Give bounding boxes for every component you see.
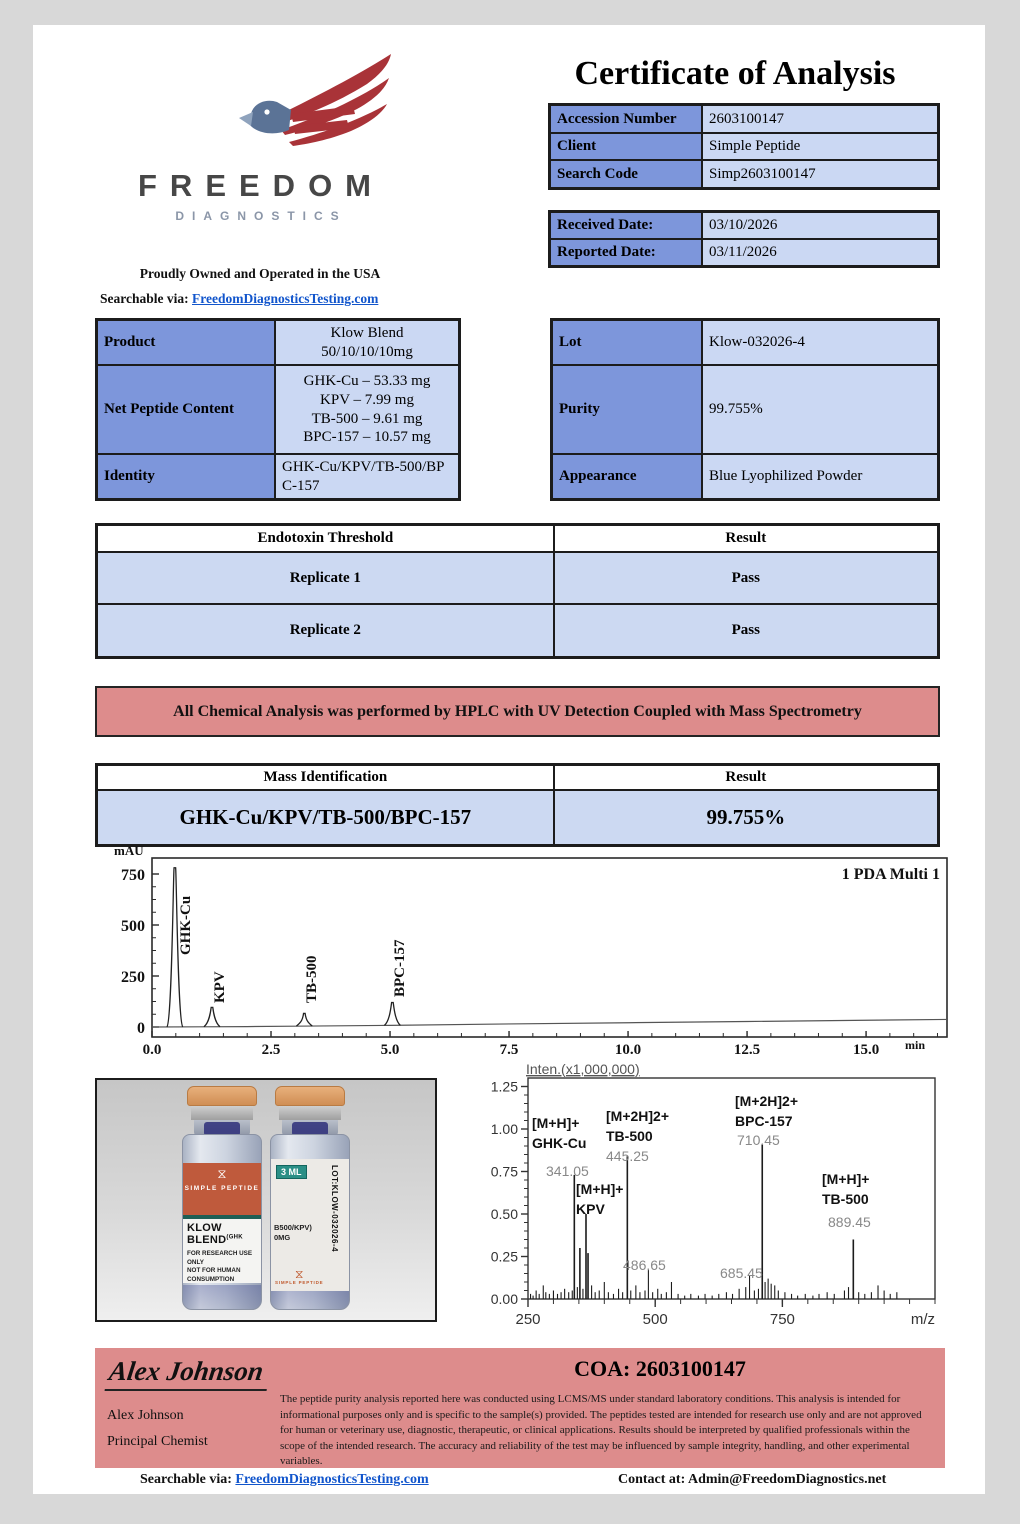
svg-text:250: 250	[515, 1311, 541, 1328]
svg-text:1 PDA Multi 1: 1 PDA Multi 1	[841, 866, 940, 883]
svg-text:GHK-Cu: GHK-Cu	[532, 1135, 587, 1151]
header-searchable-line	[100, 291, 378, 307]
logo-tagline: Proudly Owned and Operated in the USA	[139, 266, 381, 281]
endotoxin-table	[95, 523, 940, 659]
vial-cap	[275, 1086, 345, 1106]
received-date-label: Received Date:	[550, 212, 702, 239]
identity-label: Identity	[97, 454, 275, 499]
endotoxin-header-result: Result	[554, 525, 938, 552]
client-label: Client	[550, 133, 702, 160]
searchable-link[interactable]: FreedomDiagnosticsTesting.com	[192, 291, 379, 306]
search-code-label: Search Code	[550, 160, 702, 188]
lot-value: Klow-032026-4	[702, 320, 938, 365]
replicate-1-label: Replicate 1	[97, 552, 554, 604]
svg-text:mAU: mAU	[114, 845, 144, 858]
svg-text:2.5: 2.5	[261, 1042, 281, 1058]
svg-text:15.0: 15.0	[852, 1042, 880, 1058]
svg-text:445.25: 445.25	[606, 1148, 649, 1164]
purity-label: Purity	[552, 365, 702, 454]
svg-text:TB-500: TB-500	[304, 955, 320, 1003]
svg-text:TB-500: TB-500	[606, 1128, 653, 1144]
svg-text:TB-500: TB-500	[822, 1191, 869, 1207]
vial-back-label: 3 ML LOT:KLOW-032026-4 B500/KPV) 0MG ⧖ SIMPLE PEPTIDE	[271, 1159, 349, 1291]
mass-id-compound: GHK-Cu/KPV/TB-500/BPC-157	[97, 790, 554, 845]
freedom-diagnostics-logo-eagle-icon	[195, 52, 405, 174]
page-title: Certificate of Analysis	[574, 55, 896, 92]
vial-cap	[187, 1086, 257, 1106]
svg-text:Inten.(x1,000,000): Inten.(x1,000,000)	[526, 1064, 640, 1077]
svg-text:[M+H]+: [M+H]+	[576, 1181, 624, 1197]
reported-date-value: 03/11/2026	[702, 239, 938, 266]
svg-text:KPV: KPV	[576, 1201, 605, 1217]
svg-text:250: 250	[121, 969, 145, 986]
svg-text:0.0: 0.0	[142, 1042, 162, 1058]
mass-identification-table	[95, 763, 940, 847]
lot-number-vertical: LOT:KLOW-032026-4	[330, 1165, 339, 1253]
chemist-name: Alex Johnson	[107, 1408, 184, 1423]
vial-back	[262, 1086, 358, 1314]
svg-text:12.5: 12.5	[733, 1042, 761, 1058]
svg-text:1.25: 1.25	[490, 1078, 518, 1095]
product-vial-photo	[95, 1078, 437, 1322]
accession-info-table	[548, 103, 940, 190]
vial-front-label: ⧖ SIMPLE PEPTIDE KLOW $BLEND^{(GHK}$ FOR RESEARCH USE ONLY NOT FOR HUMAN CONSUMPTION	[183, 1163, 261, 1287]
footer-searchable-line: Searchable via: FreedomDiagnosticsTesting.com	[140, 1472, 429, 1487]
disclaimer-text: The peptide purity analysis reported here was conducted using LCMS/MS under standard laboratory conditions. This analysis is intended for informational purposes only and is specific to the sample(s) provided. The peptides tested are intended for research use only and are not approved for human or veterinary use, diagnostic, therapeutic, or clinical applications. Results should be interpreted by qualified professionals within the scope of the intended research. The accuracy and reliability of the test may be influenced by sample integrity, handling, and other experimental variables.	[280, 1393, 922, 1468]
dates-table	[548, 210, 940, 268]
reported-date-label: Reported Date:	[550, 239, 702, 266]
logo-sub-text: DIAGNOSTICS	[175, 209, 347, 223]
svg-text:889.45: 889.45	[828, 1214, 871, 1230]
svg-text:500: 500	[121, 918, 145, 935]
simple-peptide-logo-icon: ⧖	[217, 1166, 227, 1181]
svg-text:0.75: 0.75	[490, 1163, 518, 1180]
lot-label: Lot	[552, 320, 702, 365]
footer-certification-box	[95, 1348, 945, 1468]
volume-badge: 3 ML	[276, 1165, 307, 1179]
svg-text:341.05: 341.05	[546, 1163, 589, 1179]
footer-contact: Contact at: Admin@FreedomDiagnostics.net	[618, 1472, 887, 1487]
purity-value: 99.755%	[702, 365, 938, 454]
endotoxin-header-threshold: Endotoxin Threshold	[97, 525, 554, 552]
svg-text:685.45: 685.45	[720, 1265, 763, 1281]
simple-peptide-logo-small: ⧖ SIMPLE PEPTIDE	[275, 1267, 324, 1285]
coa-number: COA: 2603100147	[574, 1356, 746, 1381]
svg-text:[M+H]+: [M+H]+	[532, 1115, 580, 1131]
logo-brand-text: FREEDOM	[138, 168, 384, 203]
vial-front	[174, 1086, 270, 1314]
svg-text:[M+H]+: [M+H]+	[822, 1171, 870, 1187]
svg-text:KPV: KPV	[212, 971, 228, 1003]
svg-text:0.50: 0.50	[490, 1206, 518, 1222]
search-code-value: Simp2603100147	[702, 160, 938, 188]
svg-text:min: min	[905, 1038, 926, 1052]
replicate-2-label: Replicate 2	[97, 604, 554, 657]
chemist-role: Principal Chemist	[107, 1434, 208, 1449]
svg-text:BPC-157: BPC-157	[392, 939, 408, 997]
product-value: Klow Blend 50/10/10/10mg	[275, 320, 459, 365]
appearance-value: Blue Lyophilized Powder	[702, 454, 938, 499]
svg-text:500: 500	[642, 1311, 668, 1328]
received-date-value: 03/10/2026	[702, 212, 938, 239]
searchable-label: Searchable via:	[100, 291, 189, 306]
accession-number-value: 2603100147	[702, 105, 938, 133]
appearance-label: Appearance	[552, 454, 702, 499]
client-value: Simple Peptide	[702, 133, 938, 160]
mass-id-result-header: Result	[554, 765, 938, 790]
mass-id-header: Mass Identification	[97, 765, 554, 790]
product-table	[95, 318, 461, 501]
chemist-signature: Alex Johnson	[105, 1356, 272, 1391]
svg-text:m/z: m/z	[910, 1311, 935, 1328]
svg-text:750: 750	[769, 1311, 795, 1328]
product-label: Product	[97, 320, 275, 365]
svg-text:0.25: 0.25	[490, 1248, 518, 1265]
svg-text:1.00: 1.00	[490, 1121, 518, 1137]
svg-text:GHK-Cu: GHK-Cu	[178, 895, 194, 955]
svg-text:[M+2H]2+: [M+2H]2+	[735, 1093, 799, 1109]
svg-text:[M+2H]2+: [M+2H]2+	[606, 1108, 670, 1124]
svg-text:710.45: 710.45	[737, 1132, 780, 1148]
analysis-method-banner: All Chemical Analysis was performed by HPLC with UV Detection Coupled with Mass Spectrometry	[95, 686, 940, 737]
replicate-1-result: Pass	[554, 552, 938, 604]
svg-text:0.00: 0.00	[490, 1291, 518, 1307]
svg-text:486.65: 486.65	[623, 1257, 666, 1273]
svg-text:BPC-157: BPC-157	[735, 1113, 793, 1129]
hplc-chromatogram-chart	[90, 845, 950, 1060]
svg-text:0: 0	[137, 1020, 145, 1037]
svg-text:750: 750	[121, 867, 145, 884]
sample-table	[550, 318, 940, 501]
mass-spectrum-chart	[480, 1064, 950, 1336]
identity-value: GHK-Cu/KPV/TB-500/BPC-157	[275, 454, 459, 499]
accession-number-label: Accession Number	[550, 105, 702, 133]
net-peptide-content-label: Net Peptide Content	[97, 365, 275, 454]
mass-id-result-value: 99.755%	[554, 790, 938, 845]
net-peptide-content-value: GHK-Cu – 53.33 mg KPV – 7.99 mg TB-500 – 9.61 mg BPC-157 – 10.57 mg	[275, 365, 459, 454]
replicate-2-result: Pass	[554, 604, 938, 657]
svg-text:7.5: 7.5	[499, 1042, 519, 1058]
svg-text:10.0: 10.0	[614, 1042, 642, 1058]
svg-text:5.0: 5.0	[380, 1042, 400, 1058]
footer-searchable-link[interactable]: FreedomDiagnosticsTesting.com	[235, 1472, 429, 1487]
